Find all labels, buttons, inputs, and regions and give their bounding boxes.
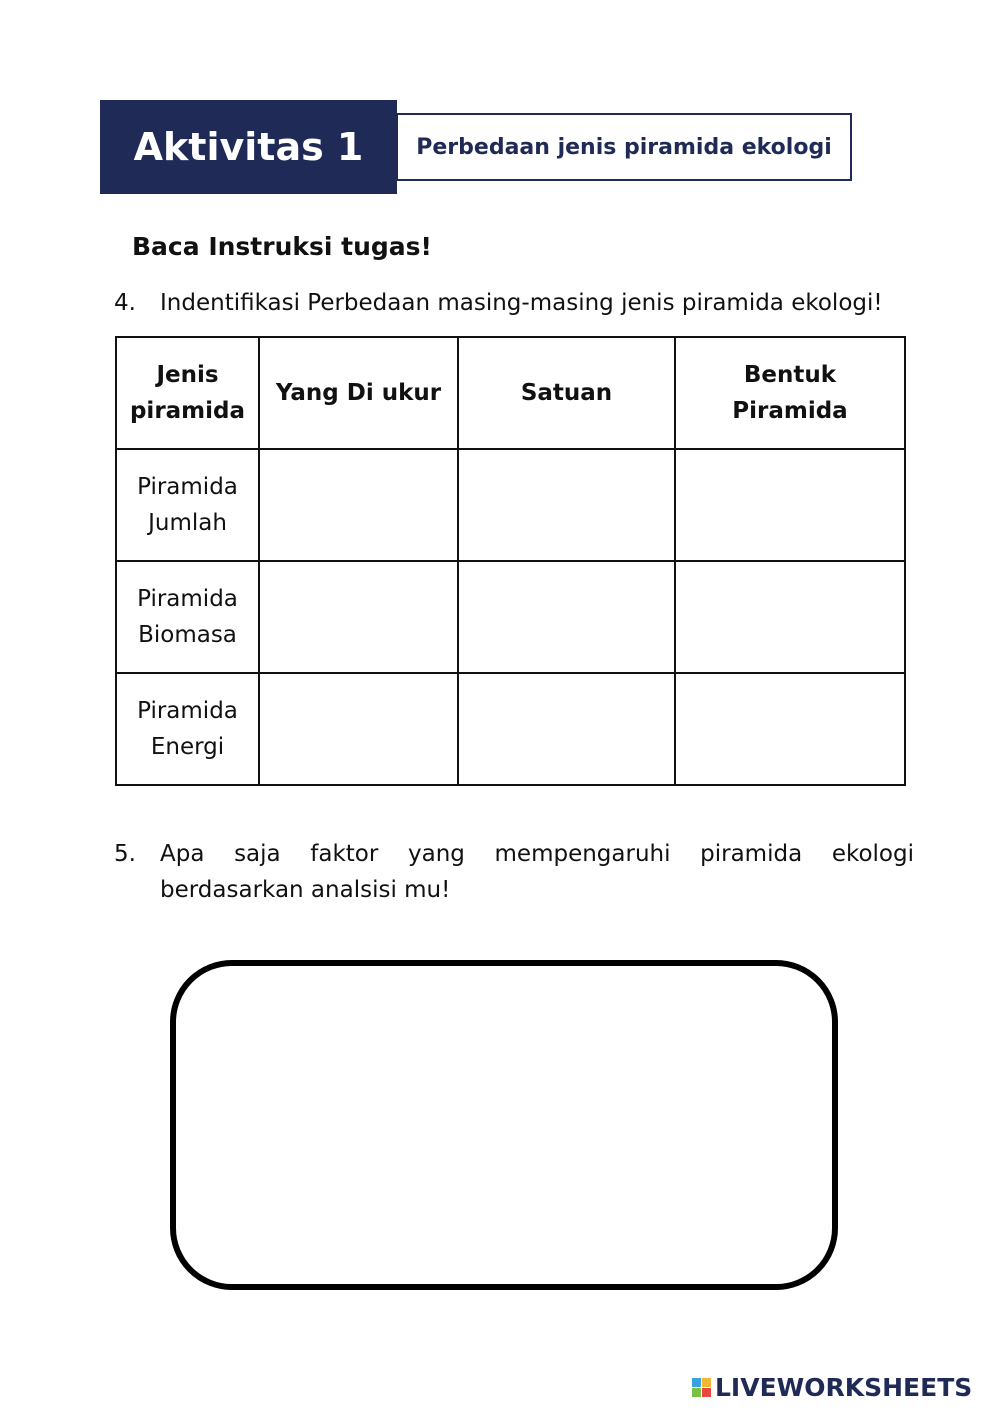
question-4-text: Indentifikasi Perbedaan masing-masing jenis piramida ekologi! — [160, 290, 883, 316]
answer-cell-biomasa-diukur[interactable] — [259, 561, 458, 673]
header-satuan: Satuan — [458, 337, 675, 449]
question-5 — [114, 836, 914, 908]
table-row — [116, 673, 905, 785]
answer-cell-biomasa-satuan[interactable] — [458, 561, 675, 673]
answer-cell-jumlah-bentuk[interactable] — [675, 449, 905, 561]
header-jenis-piramida: Jenis piramida — [116, 337, 259, 449]
question-5-number: 5. — [114, 841, 136, 867]
activity-subtitle-text: Perbedaan jenis piramida ekologi — [416, 134, 832, 160]
row-label-piramida-jumlah: Piramida Jumlah — [116, 449, 259, 561]
instructions-heading: Baca Instruksi tugas! — [132, 232, 432, 261]
question-4 — [114, 290, 914, 316]
answer-cell-jumlah-diukur[interactable] — [259, 449, 458, 561]
question-5-text: Apa saja faktor yang mempengaruhi piramida ekologi berdasarkan analsisi mu! — [160, 841, 914, 903]
liveworksheets-wordmark: LIVEWORKSHEETS — [715, 1373, 973, 1402]
answer-cell-jumlah-satuan[interactable] — [458, 449, 675, 561]
activity-subtitle — [396, 113, 852, 181]
liveworksheets-brand — [692, 1373, 972, 1402]
header-bentuk-piramida: Bentuk Piramida — [675, 337, 905, 449]
answer-cell-biomasa-bentuk[interactable] — [675, 561, 905, 673]
activity-title-text: Aktivitas 1 — [133, 125, 364, 169]
answer-cell-energi-diukur[interactable] — [259, 673, 458, 785]
row-label-piramida-biomasa: Piramida Biomasa — [116, 561, 259, 673]
row-label-piramida-energi: Piramida Energi — [116, 673, 259, 785]
table-header-row — [116, 337, 905, 449]
liveworksheets-logo-icon — [692, 1378, 711, 1397]
question-4-number: 4. — [114, 290, 136, 316]
pyramid-comparison-table — [115, 336, 906, 786]
answer-cell-energi-bentuk[interactable] — [675, 673, 905, 785]
answer-cell-energi-satuan[interactable] — [458, 673, 675, 785]
table-row — [116, 449, 905, 561]
activity-title — [100, 100, 397, 194]
table-row — [116, 561, 905, 673]
answer-box-question-5[interactable] — [170, 960, 838, 1290]
header-yang-di-ukur: Yang Di ukur — [259, 337, 458, 449]
